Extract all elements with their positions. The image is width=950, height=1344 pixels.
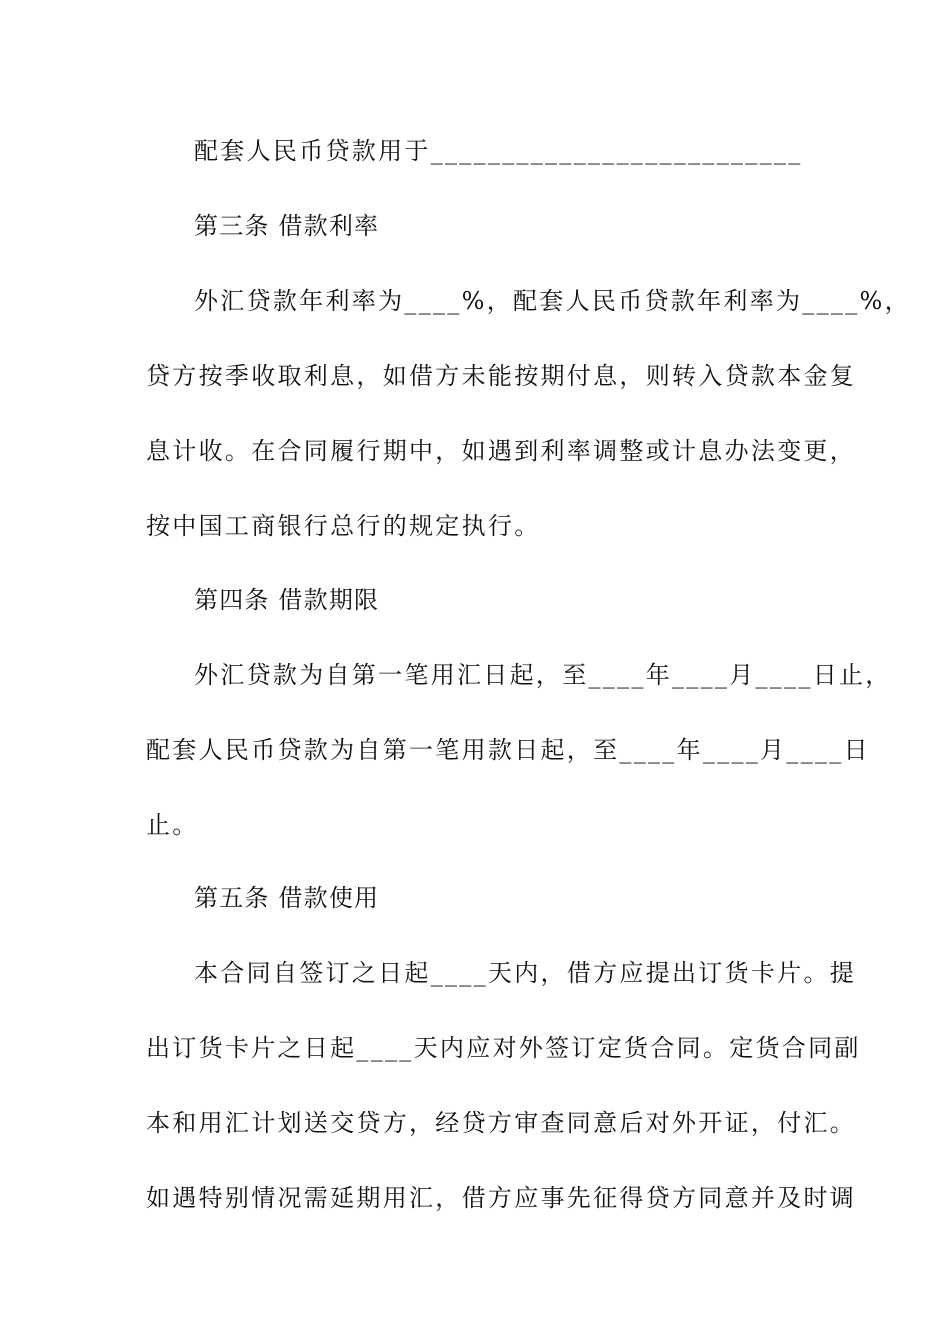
- paragraph-loan-use-line-1: 本合同自签订之日起____天内，借方应提出订货卡片。提: [194, 959, 857, 987]
- article-3-heading: 第三条 借款利率: [194, 212, 380, 240]
- paragraph-rmb-loan-purpose: 配套人民币贷款用于__________________________: [194, 137, 803, 165]
- paragraph-loan-use-line-3: 本和用汇计划送交贷方，经贷方审查同意后对外开证，付汇。: [146, 1109, 857, 1137]
- paragraph-interest-rate-line-3: 息计收。在合同履行期中，如遇到利率调整或计息办法变更，: [146, 437, 857, 465]
- paragraph-loan-use-line-2: 出订货卡片之日起____天内应对外签订定货合同。定货合同副: [146, 1034, 861, 1062]
- paragraph-interest-rate-line-4: 按中国工商银行总行的规定执行。: [146, 512, 541, 540]
- paragraph-loan-term-line-2: 配套人民币贷款为自第一笔用款日起，至____年____月____日: [146, 736, 870, 764]
- paragraph-loan-term-line-1: 外汇贷款为自第一笔用汇日起，至____年____月____日止，: [194, 661, 892, 689]
- article-5-heading: 第五条 借款使用: [194, 884, 380, 912]
- paragraph-loan-term-line-3: 止。: [146, 811, 199, 839]
- paragraph-loan-use-line-4: 如遇特别情况需延期用汇，借方应事先征得贷方同意并及时调: [146, 1184, 857, 1212]
- article-4-heading: 第四条 借款期限: [194, 586, 380, 614]
- paragraph-interest-rate-line-2: 贷方按季收取利息，如借方未能按期付息，则转入贷款本金复: [146, 362, 857, 390]
- paragraph-interest-rate-line-1: 外汇贷款年利率为____%，配套人民币贷款年利率为____%，: [194, 287, 911, 315]
